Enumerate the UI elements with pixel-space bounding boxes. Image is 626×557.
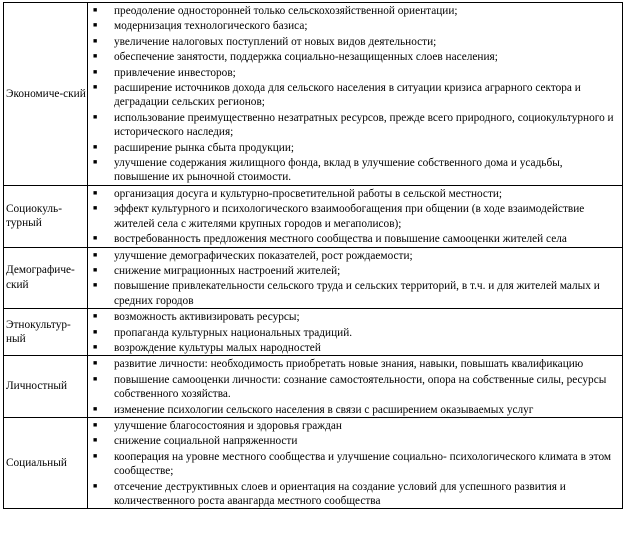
category-cell <box>4 3 88 186</box>
list-item-text: снижение социальной напряженности <box>114 435 298 448</box>
list-item-text: изменение психологии сельского населения в связи с расширением оказываемых услуг <box>114 403 534 416</box>
list-item <box>93 34 620 49</box>
square-bullet-icon: ■ <box>93 36 98 45</box>
list-item-text: обеспечение занятости, поддержка социально-незащищенных слоев населения; <box>114 51 498 64</box>
list-item-text: улучшение благосостояния и здоровья граждан <box>114 419 342 432</box>
category-cell <box>4 356 88 418</box>
list-item-text: увеличение налоговых поступлений от новых видов деятельности; <box>114 35 437 48</box>
list-item <box>93 433 620 448</box>
square-bullet-icon: ■ <box>93 21 98 30</box>
table-row <box>4 3 623 186</box>
list-item <box>93 479 620 509</box>
list-item-text: модернизация технологического базиса; <box>114 20 308 33</box>
list-item-text: организация досуга и культурно-просветительной работы в сельской местности; <box>114 187 503 200</box>
category-cell <box>4 185 88 247</box>
list-item-text: преодоление односторонней только сельскохозяйственной ориентации; <box>114 5 458 17</box>
list-item <box>93 80 620 110</box>
square-bullet-icon: ■ <box>93 52 98 61</box>
list-item <box>93 372 620 402</box>
items-cell <box>88 309 623 356</box>
square-bullet-icon: ■ <box>93 142 98 151</box>
list-item-text: повышение привлекательности сельского труда и сельских территорий, в т.ч. и для жителей малых и средних городов <box>114 280 600 307</box>
category-cell <box>4 417 88 508</box>
list-item <box>93 186 620 201</box>
square-bullet-icon: ■ <box>93 312 98 321</box>
square-bullet-icon: ■ <box>93 481 98 490</box>
list-item <box>93 3 620 18</box>
category-label: Личностный <box>6 380 67 393</box>
square-bullet-icon: ■ <box>93 188 98 197</box>
items-cell <box>88 3 623 186</box>
list-item-text: повышение самооценки личности: сознание самостоятельности, опора на собственные силы, ресурсы собственного хозяйства. <box>114 373 607 401</box>
list-item <box>93 110 620 140</box>
list-item <box>93 201 620 231</box>
list-item-text: улучшение содержания жилищного фонда, вклад в улучшение собственного дома и усадьбы, повышение их рыночной стоимости. <box>114 157 563 184</box>
list-item-text: развитие личности: необходимость приобретать новые знания, навыки, повышать квалификацию <box>114 358 584 371</box>
list-item-text: привлечение инвесторов; <box>114 66 236 79</box>
list-item <box>93 248 620 263</box>
items-cell <box>88 247 623 309</box>
square-bullet-icon: ■ <box>93 420 98 429</box>
list-item <box>93 309 620 324</box>
square-bullet-icon: ■ <box>93 451 98 460</box>
category-label: Экономиче-ский <box>6 87 86 100</box>
square-bullet-icon: ■ <box>93 265 98 274</box>
square-bullet-icon: ■ <box>93 342 98 351</box>
list-item <box>93 356 620 371</box>
table-row <box>4 247 623 309</box>
list-item <box>93 18 620 33</box>
square-bullet-icon: ■ <box>93 359 98 368</box>
list-item <box>93 449 620 479</box>
category-label: Демографиче-ский <box>6 264 75 291</box>
list-item <box>93 402 620 417</box>
category-label: Социальный <box>6 456 67 469</box>
list-item-text: отсечение деструктивных слоев и ориентация на создание условий для успешного развития и количественного роста авангарда местного сообщества <box>114 480 566 507</box>
effects-table <box>3 2 623 509</box>
category-cell <box>4 247 88 309</box>
square-bullet-icon: ■ <box>93 404 98 413</box>
square-bullet-icon: ■ <box>93 436 98 445</box>
square-bullet-icon: ■ <box>93 204 98 213</box>
square-bullet-icon: ■ <box>93 250 98 259</box>
list-item-text: пропаганда культурных национальных традиций. <box>114 326 353 339</box>
table-row <box>4 309 623 356</box>
category-cell <box>4 309 88 356</box>
list-item-text: снижение миграционных настроений жителей; <box>114 264 341 277</box>
list-item-text: расширение источников дохода для сельского населения в ситуации кризиса аграрного сектора и деградации сельских регионов; <box>114 82 581 109</box>
list-item <box>93 49 620 64</box>
list-item <box>93 418 620 433</box>
square-bullet-icon: ■ <box>93 327 98 336</box>
list-item <box>93 325 620 340</box>
items-cell <box>88 356 623 418</box>
list-item-text: эффект культурного и психологического взаимообогащения при общении (в ходе взаимодействие жителей села с жителями крупных городов и мегаполисов); <box>114 203 585 230</box>
list-item <box>93 278 620 308</box>
square-bullet-icon: ■ <box>93 6 98 14</box>
list-item-text: улучшение демографических показателей, рост рождаемости; <box>114 249 413 262</box>
items-cell <box>88 185 623 247</box>
list-item <box>93 231 620 246</box>
list-item-text: расширение рынка сбыта продукции; <box>114 141 295 154</box>
list-item-text: возможность активизировать ресурсы; <box>114 311 300 324</box>
table-row <box>4 417 623 508</box>
square-bullet-icon: ■ <box>93 112 98 121</box>
list-item <box>93 263 620 278</box>
list-item <box>93 65 620 80</box>
category-label: Этнокультур-ный <box>6 318 71 346</box>
category-label: Социокуль-турный <box>6 202 62 230</box>
square-bullet-icon: ■ <box>93 67 98 76</box>
square-bullet-icon: ■ <box>93 374 98 383</box>
table-row <box>4 356 623 418</box>
items-cell <box>88 417 623 508</box>
square-bullet-icon: ■ <box>93 234 98 243</box>
table-row <box>4 185 623 247</box>
list-item <box>93 155 620 185</box>
list-item-text: востребованность предложения местного сообщества и повышение самооценки жителей села <box>114 233 567 246</box>
list-item <box>93 340 620 355</box>
square-bullet-icon: ■ <box>93 158 98 167</box>
list-item <box>93 140 620 155</box>
square-bullet-icon: ■ <box>93 281 98 290</box>
list-item-text: возрождение культуры малых народностей <box>114 341 321 354</box>
square-bullet-icon: ■ <box>93 83 98 92</box>
list-item-text: использование преимущественно незатратных ресурсов, прежде всего природного, социокультурного и исторического наследия; <box>114 111 614 139</box>
list-item-text: кооперация на уровне местного сообщества и улучшение социально- психологического климата в этом сообществе; <box>114 450 612 478</box>
